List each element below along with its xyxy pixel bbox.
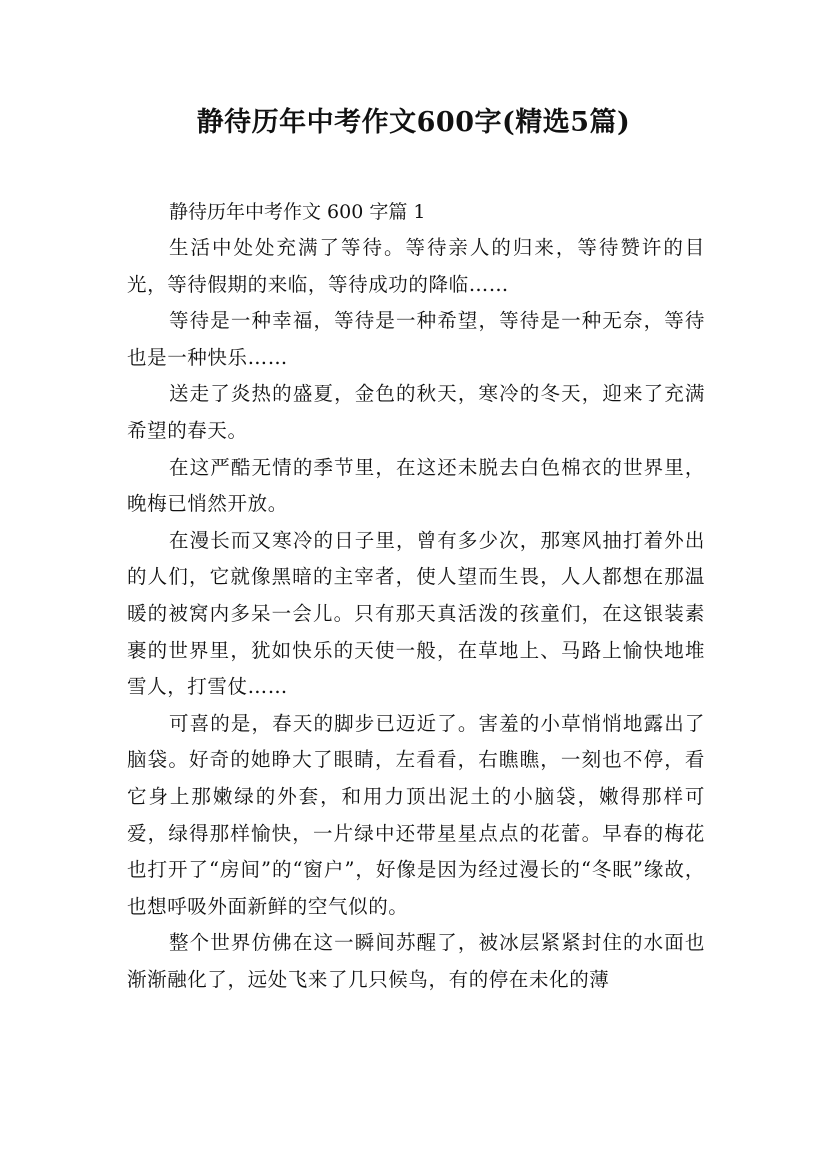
paragraph-5: 在漫长而又寒冷的日子里，曾有多少次，那寒风抽打着外出的人们，它就像黑暗的主宰者，使人望而生畏，人人都想在那温暖的被窝内多呆一会儿。只有那天真活泼的孩童们，在这银装素裹的世界里，犹如快乐的天使一般，在草地上、马路上愉快地堆雪人，打雪仗…… [127,528,705,699]
paragraph-4: 在这严酷无情的季节里，在这还未脱去白色棉衣的世界里，晚梅已悄然开放。 [127,455,705,516]
paragraph-3: 送走了炎热的盛夏，金色的秋天，寒冷的冬天，迎来了充满希望的春天。 [127,382,705,442]
paragraph-1: 生活中处处充满了等待。等待亲人的归来，等待赞许的目光，等待假期的来临，等待成功的降临…… [127,236,705,296]
document-body [127,194,705,998]
paragraph-2: 等待是一种幸福，等待是一种希望，等待是一种无奈，等待也是一种快乐…… [127,309,705,369]
document-title: 静待历年中考作文600字(精选5篇) [196,107,631,138]
section-heading: 静待历年中考作文 600 字篇 1 [169,201,426,223]
paragraph-6: 可喜的是，春天的脚步已迈近了。害羞的小草悄悄地露出了脑袋。好奇的她睁大了眼睛，左看看，右瞧瞧，一刻也不停，看它身上那嫩绿的外套，和用力顶出泥土的小脑袋，嫩得那样可爱，绿得那样愉快，一片绿中还带星星点点的花蕾。早春的梅花也打开了“房间”的“窗户”，好像是因为经过漫长的“冬眠”缘故，也想呼吸外面新鲜的空气似的。 [127,711,705,918]
paragraph-7: 整个世界仿佛在这一瞬间苏醒了，被冰层紧紧封住的水面也渐渐融化了，远处飞来了几只候鸟，有的停在未化的薄 [127,931,705,991]
